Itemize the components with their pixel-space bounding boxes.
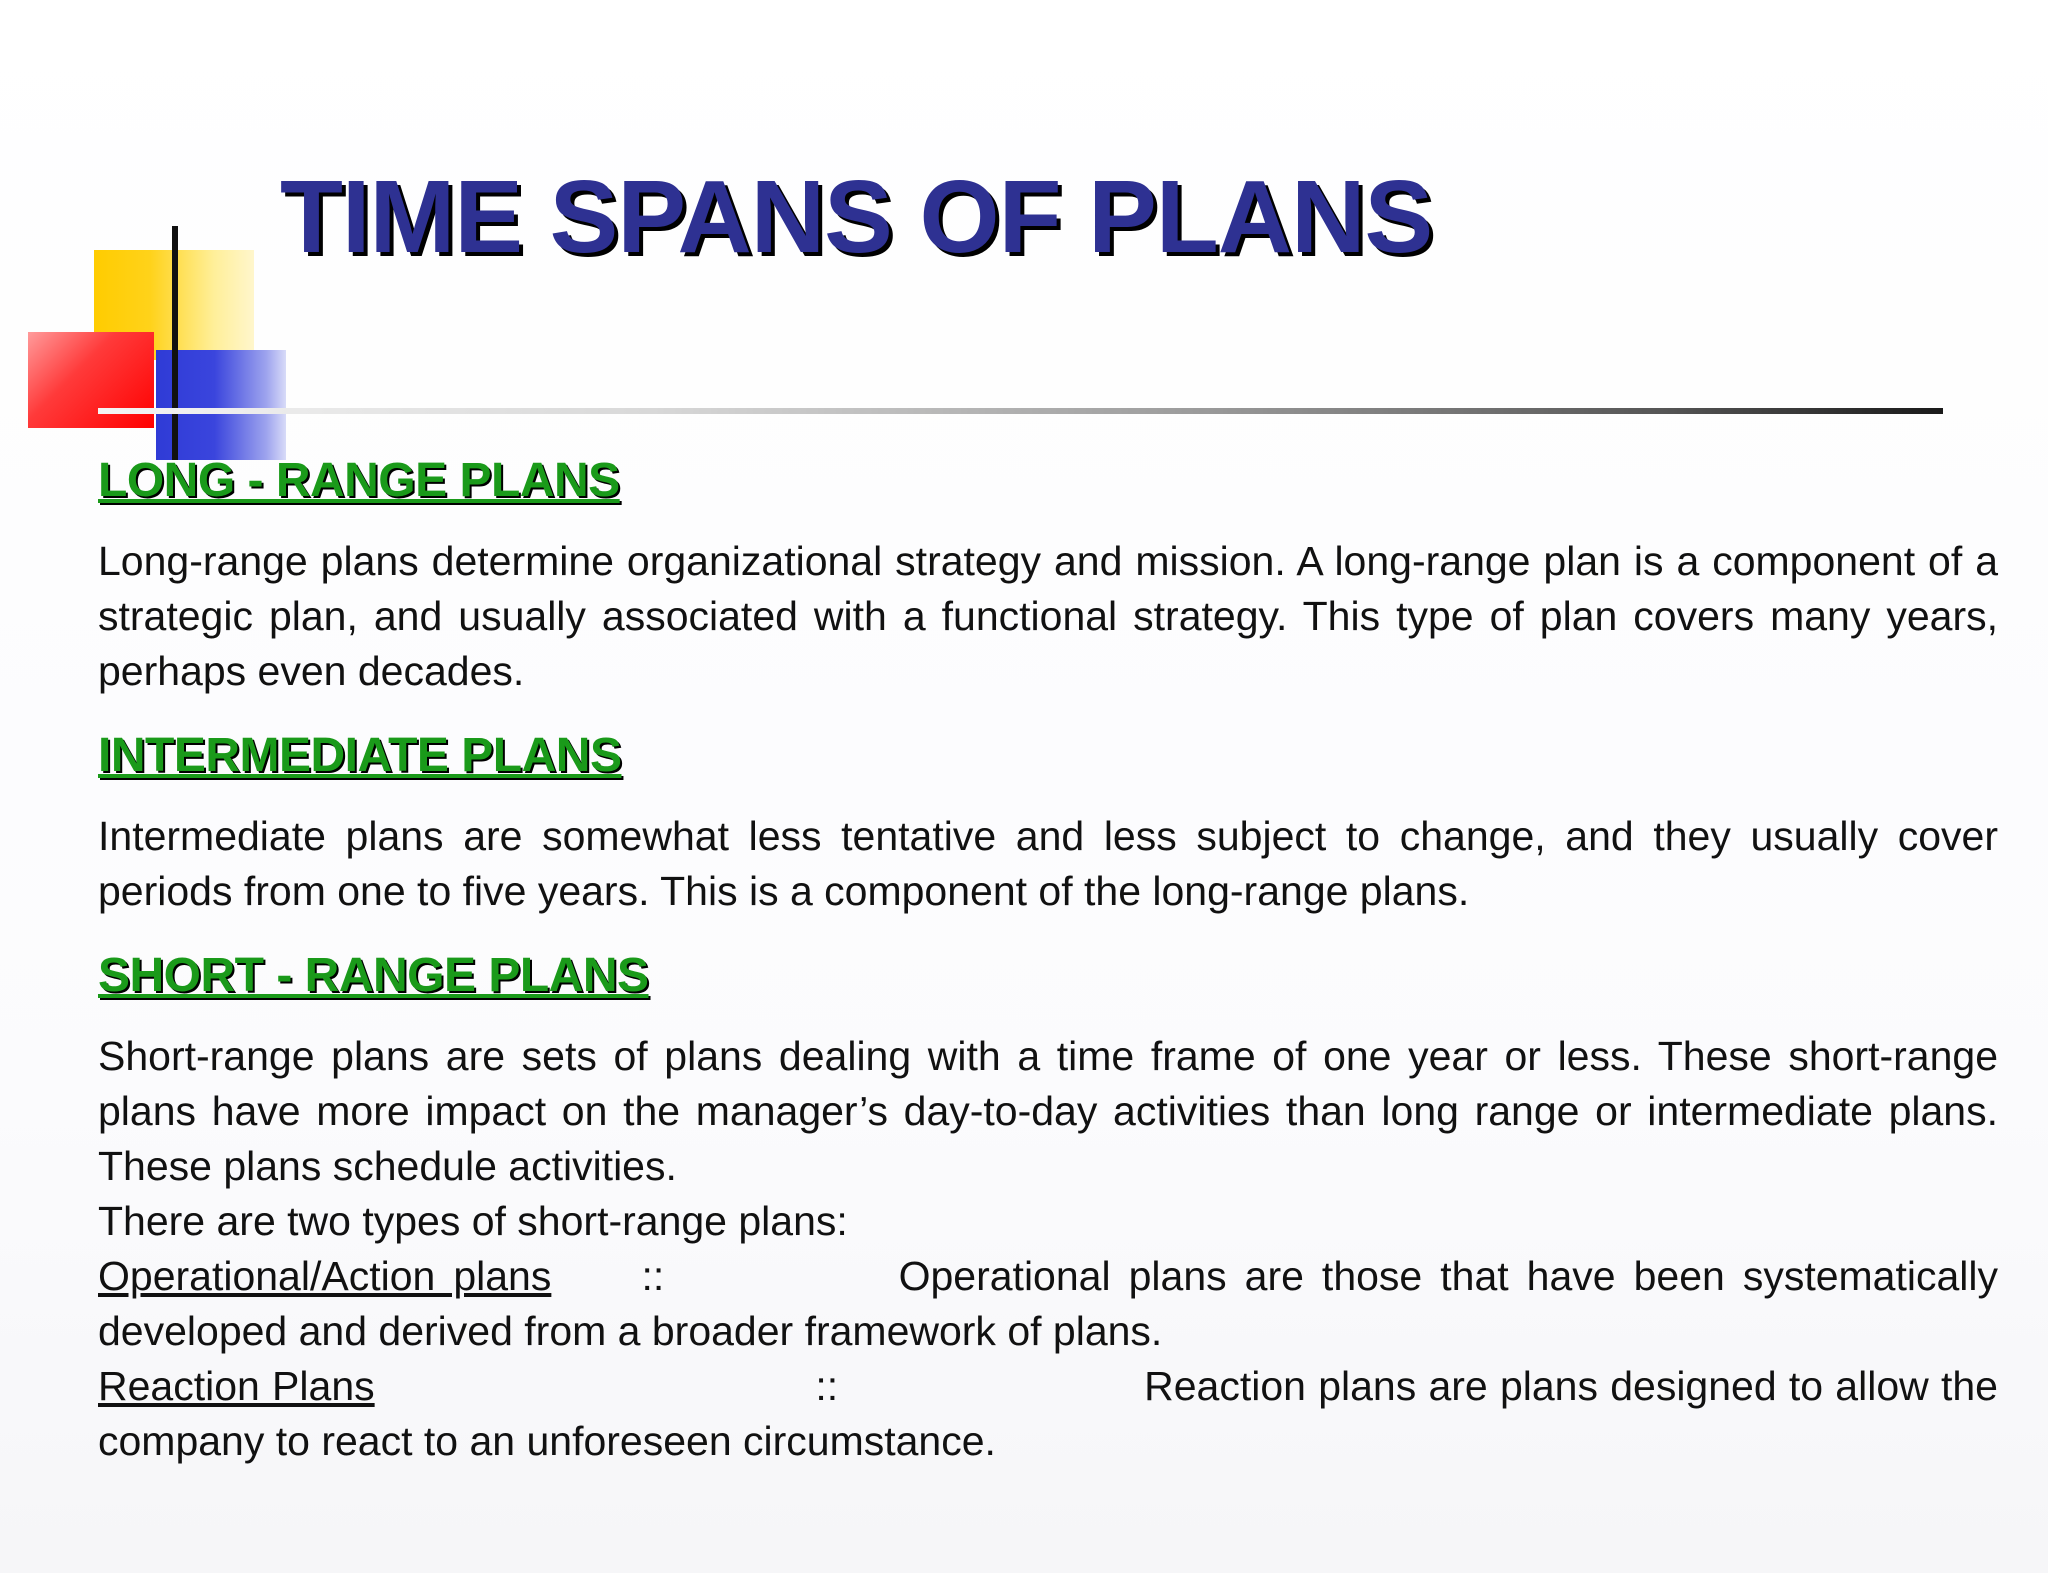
intermediate-heading: INTERMEDIATE PLANS (98, 729, 622, 782)
operational-plans-text: Operational plans are those that have been systematically developed and derived from a broader framework of plans. (98, 1253, 1998, 1354)
operational-plans-definition (98, 1249, 1998, 1359)
slide-title: TIME SPANS OF PLANS (280, 159, 1433, 274)
operational-plans-term: Operational/Action plans (98, 1253, 552, 1299)
short-range-heading: SHORT - RANGE PLANS (98, 949, 649, 1002)
reaction-plans-term: Reaction Plans (98, 1363, 375, 1409)
slide-content (98, 452, 1998, 1469)
short-range-types-intro: There are two types of short-range plans: (98, 1198, 848, 1244)
long-range-paragraph: Long-range plans determine organizational strategy and mission. A long-range plan is a component of a strategic plan, and usually associated with a functional strategy. This type of plan covers many years, perhaps even decades. (98, 538, 1998, 694)
reaction-plans-text: Reaction plans are plans designed to allow the company to react to an unforeseen circumstance. (98, 1363, 1998, 1464)
short-range-paragraph: Short-range plans are sets of plans dealing with a time frame of one year or less. These short-range plans have more impact on the manager’s day-to-day activities than long range or intermediate plans. These plans schedule activities. (98, 1033, 1998, 1189)
intermediate-paragraph: Intermediate plans are somewhat less tentative and less subject to change, and they usually cover periods from one to five years. This is a component of the long-range plans. (98, 813, 1998, 914)
operational-separator: :: (641, 1253, 665, 1299)
reaction-separator: :: (815, 1363, 839, 1409)
long-range-heading: LONG - RANGE PLANS (98, 454, 620, 507)
reaction-plans-definition (98, 1359, 1998, 1469)
vertical-divider-line (172, 226, 178, 460)
horizontal-divider-line (98, 408, 1943, 414)
